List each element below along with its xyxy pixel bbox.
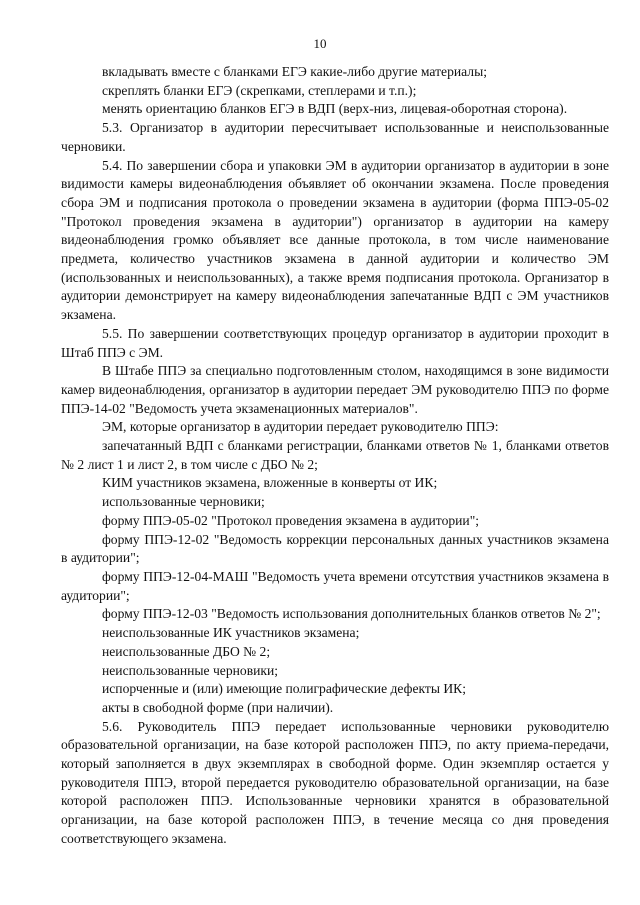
paragraph-headquarters-transfer: В Штабе ППЭ за специально подготовленным столом, находящимся в зоне видимости камер видеонаблюдения, организатор в аудитории передает ЭМ руководителю ППЭ по форме ППЭ-14-02 "Ведомость учета экзаменационных материалов". bbox=[61, 363, 609, 416]
paragraph-list-item: форму ППЭ-05-02 "Протокол проведения экзамена в аудитории"; bbox=[102, 512, 480, 528]
paragraph-section-5-6: 5.6. Руководитель ППЭ передает использованные черновики руководителю образовательной организации, на базе которой расположен ППЭ, по акту приема-передачи, который заполняется в двух экземплярах в свободной форме. Один экземпляр остается у руководителя ППЭ, второй передается руководителю образовательной организации, на базе которой расположен ППЭ. Использованные черновики хранятся в образовательной организации, на базе которой расположен ППЭ, в течение месяца со дня проведения соответствующего экзамена. bbox=[61, 718, 609, 846]
paragraph-list-item: испорченные и (или) имеющие полиграфические дефекты ИК; bbox=[102, 681, 467, 697]
paragraph-materials-intro: ЭМ, которые организатор в аудитории передает руководителю ППЭ: bbox=[102, 419, 499, 435]
paragraph-list-item: неиспользованные ИК участников экзамена; bbox=[102, 625, 360, 641]
paragraph-list-item: неиспользованные ДБО № 2; bbox=[102, 643, 271, 659]
paragraph-section-5-5: 5.5. По завершении соответствующих процедур организатор в аудитории проходит в Штаб ППЭ с ЭМ. bbox=[61, 325, 609, 360]
paragraph-list-item: акты в свободной форме (при наличии). bbox=[102, 699, 334, 715]
paragraph-list-item: форму ППЭ-12-02 "Ведомость коррекции персональных данных участников экзамена в аудитории"; bbox=[61, 531, 609, 566]
page-number: 10 bbox=[313, 36, 327, 51]
document-body bbox=[61, 63, 609, 849]
paragraph-list-item: КИМ участников экзамена, вложенные в конверты от ИК; bbox=[102, 475, 438, 491]
paragraph-list-item: запечатанный ВДП с бланками регистрации, бланками ответов № 1, бланками ответов № 2 лист 1 и лист 2, в том числе с ДБО № 2; bbox=[61, 438, 609, 472]
paragraph-list-item: скреплять бланки ЕГЭ (скрепками, степлерами и т.п.); bbox=[102, 82, 417, 98]
paragraph-list-item: вкладывать вместе с бланками ЕГЭ какие-либо другие материалы; bbox=[102, 64, 487, 79]
paragraph-list-item: менять ориентацию бланков ЕГЭ в ВДП (верх-низ, лицевая-оборотная сторона). bbox=[102, 101, 568, 117]
paragraph-list-item: неиспользованные черновики; bbox=[102, 662, 279, 678]
paragraph-section-5-3: 5.3. Организатор в аудитории пересчитывает использованные и неиспользованные черновики. bbox=[61, 120, 609, 154]
paragraph-list-item: форму ППЭ-12-03 "Ведомость использования дополнительных бланков ответов № 2"; bbox=[102, 606, 601, 622]
paragraph-section-5-4: 5.4. По завершении сбора и упаковки ЭМ в аудитории организатор в аудитории в зоне видимости камеры видеонаблюдения объявляет об окончании экзамена. После проведения сбора ЭМ и подписания протокола о проведении экзамена в аудитории (форма ППЭ-05-02 "Протокол проведения экзамена в аудитории") организатор в аудитории на камеру видеонаблюдения громко объявляет все данные протокола, в том числе наименование предмета, количество участников экзамена в данной аудитории и количество ЭМ (использованных и неиспользованных), а также время подписания протокола. Организатор в аудитории демонстрирует на камеру видеонаблюдения запечатанные ВДП с ЭМ участников экзамена. bbox=[61, 157, 609, 323]
paragraph-list-item: форму ППЭ-12-04-МАШ "Ведомость учета времени отсутствия участников экзамена в аудитории"; bbox=[61, 568, 609, 603]
paragraph-list-item: использованные черновики; bbox=[102, 494, 265, 510]
